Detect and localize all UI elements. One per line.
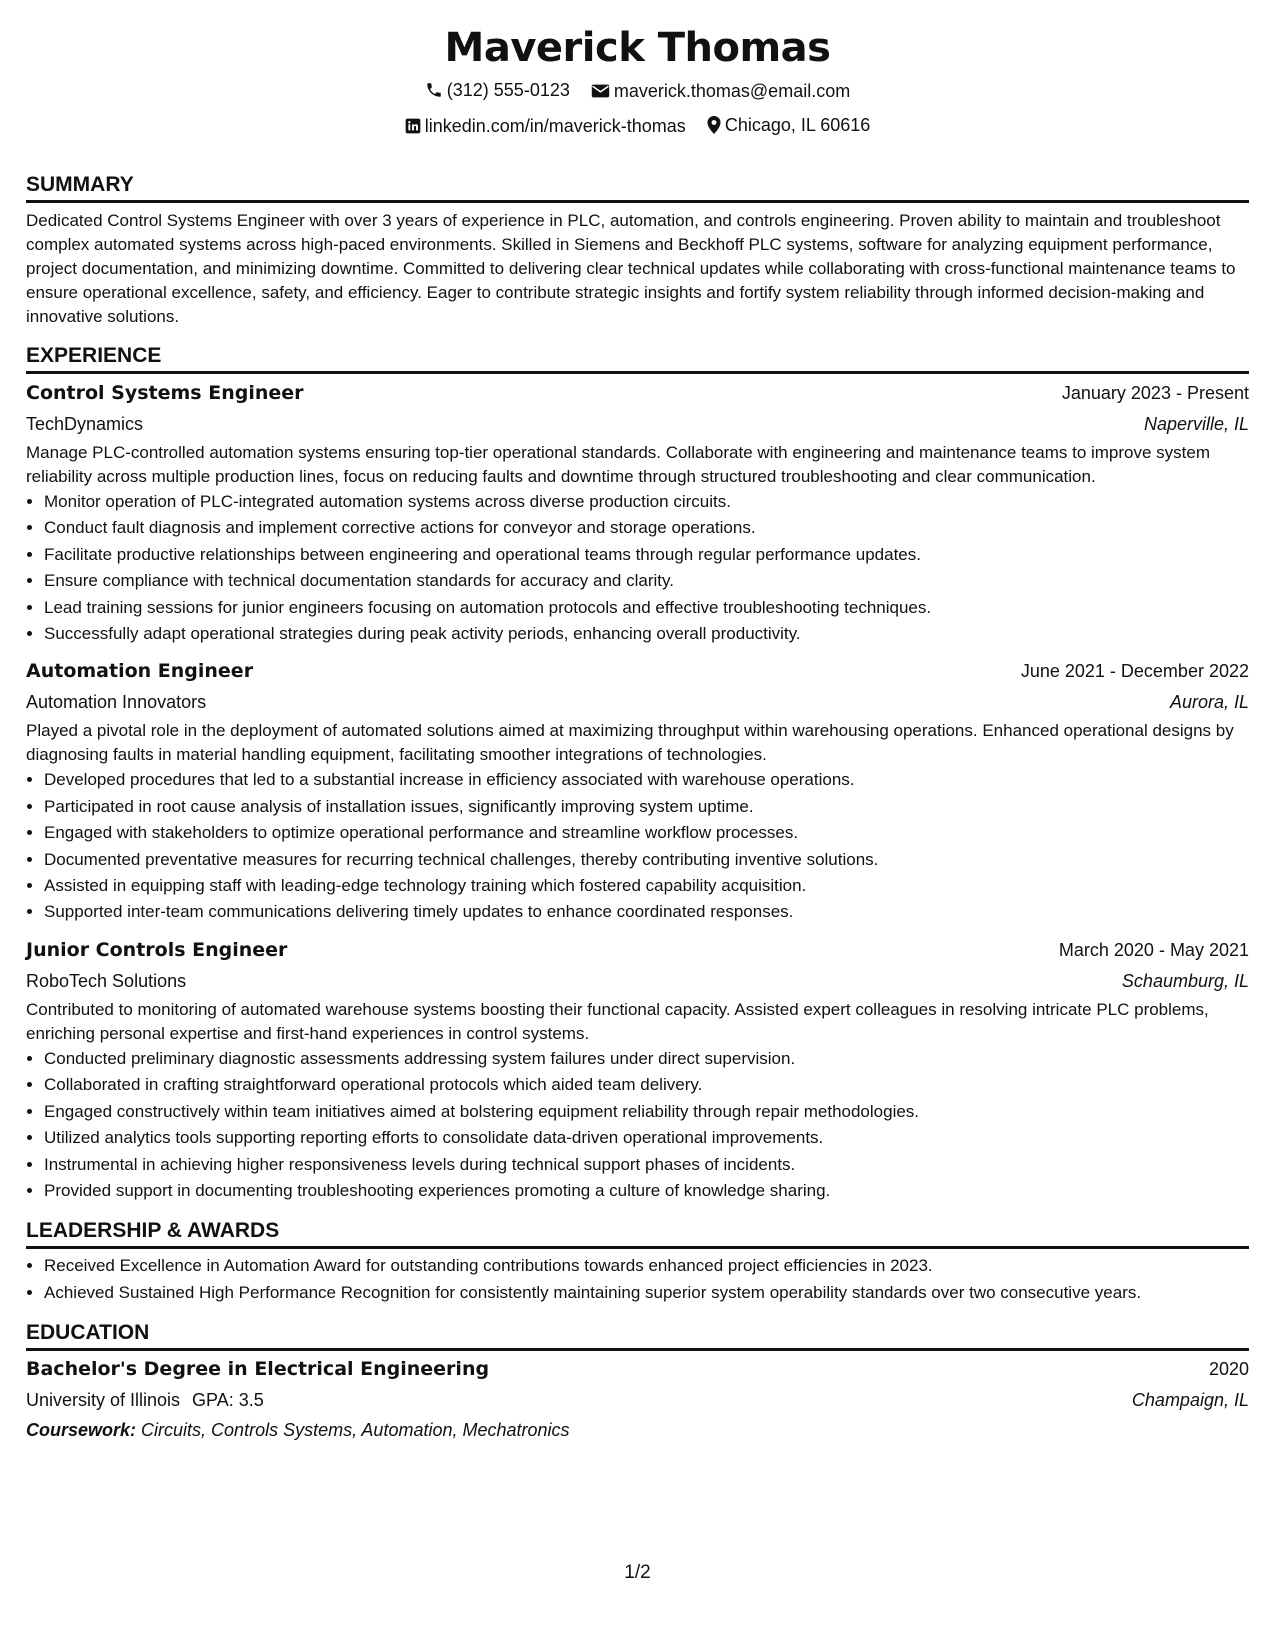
list-item: • Collaborated in crafting straightforward operational protocols which aided team delivery.	[44, 1072, 1249, 1098]
list-item: • Utilized analytics tools supporting reporting efforts to consolidate data-driven operational improvements.	[44, 1125, 1249, 1151]
phone-contact	[425, 74, 570, 106]
job-title: Junior Controls Engineer	[26, 938, 288, 961]
linkedin-icon	[405, 118, 421, 134]
resume-header	[26, 0, 1249, 144]
company-name: RoboTech Solutions	[26, 970, 187, 991]
job-company-row	[26, 966, 1249, 996]
graduation-year: 2020	[1208, 1359, 1249, 1380]
gpa: GPA: 3.5	[192, 1390, 264, 1411]
job-company-row	[26, 687, 1249, 717]
degree-name: Bachelor's Degree in Electrical Engineering	[26, 1358, 490, 1381]
summary-text: Dedicated Control Systems Engineer with over 3 years of experience in PLC, automation, and controls engineering. Proven ability to maintain and troubleshoot complex automated systems across high-paced environments. Skilled in Siemens and Beckhoff PLC systems, software for analyzing equipment performance, project documentation, and minimizing downtime. Committed to delivering clear technical updates while collaborating with cross-functional maintenance teams to ensure operational excellence, safety, and efficiency. Eager to contribute strategic insights and fortify system reliability through informed decision-making and innovative solutions.	[26, 211, 1236, 326]
job-bullets	[26, 767, 1249, 925]
job-entry	[26, 377, 1249, 647]
job-bullets	[26, 489, 1249, 647]
school-info	[26, 1385, 264, 1415]
job-location: Aurora, IL	[1169, 692, 1249, 713]
list-item: • Conducted preliminary diagnostic assessments addressing system failures under direct supervision.	[44, 1046, 1249, 1072]
section-title-education: EDUCATION	[26, 1318, 1249, 1351]
school-row	[26, 1385, 1249, 1415]
list-item: • Engaged constructively within team initiatives aimed at bolstering equipment reliability through repair methodologies.	[44, 1099, 1249, 1125]
contact-line-2	[26, 109, 1249, 144]
envelope-icon	[591, 83, 610, 99]
email-contact[interactable]	[591, 75, 850, 107]
school-name: University of Illinois	[26, 1390, 181, 1411]
school-location: Champaign, IL	[1131, 1390, 1249, 1411]
list-item: • Assisted in equipping staff with leading-edge technology training which fostered capability acquisition.	[44, 873, 1249, 899]
linkedin-url[interactable]: linkedin.com/in/maverick-thomas	[424, 116, 686, 136]
list-item: • Engaged with stakeholders to optimize operational performance and streamline workflow processes.	[44, 820, 1249, 846]
section-title-summary: SUMMARY	[26, 170, 1249, 203]
job-company-row	[26, 409, 1249, 439]
page-number: 1/2	[624, 1562, 651, 1583]
section-title-experience: EXPERIENCE	[26, 341, 1249, 374]
job-description: Contributed to monitoring of automated warehouse systems boosting their functional capacity. Assisted expert colleagues in resolving intricate PLC problems, enriching personal expertise and first-hand experiences in control systems.	[26, 999, 1209, 1043]
awards-section	[26, 1216, 1249, 1306]
phone-number: (312) 555-0123	[446, 80, 570, 100]
company-name: Automation Innovators	[26, 692, 207, 713]
resume-page	[26, 0, 1249, 1445]
job-location: Naperville, IL	[1143, 414, 1249, 434]
list-item: • Supported inter-team communications delivering timely updates to enhance coordinated responses.	[44, 899, 1249, 925]
list-item: • Received Excellence in Automation Award for outstanding contributions towards enhanced project efficiencies in 2023.	[44, 1253, 1249, 1279]
job-header-row	[26, 377, 1249, 409]
job-dates: January 2023 - Present	[1061, 383, 1249, 403]
coursework-list: Circuits, Controls Systems, Automation, Mechatronics	[141, 1420, 570, 1441]
company-name: TechDynamics	[26, 414, 144, 434]
degree-row	[26, 1353, 1249, 1385]
list-item: • Provided support in documenting troubleshooting experiences promoting a culture of knowledge sharing.	[44, 1178, 1249, 1204]
home-location: Chicago, IL 60616	[724, 115, 871, 135]
job-title: Control Systems Engineer	[26, 382, 304, 404]
experience-section	[26, 341, 1249, 1204]
list-item: • Lead training sessions for junior engineers focusing on automation protocols and effective troubleshooting techniques.	[44, 595, 1249, 621]
coursework	[26, 1415, 1249, 1445]
list-item: • Achieved Sustained High Performance Recognition for consistently maintaining superior system operability standards over two consecutive years.	[44, 1280, 1249, 1306]
job-bullets	[26, 1046, 1249, 1204]
list-item: • Ensure compliance with technical documentation standards for accuracy and clarity.	[44, 568, 1249, 594]
list-item: • Participated in root cause analysis of installation issues, significantly improving system uptime.	[44, 794, 1249, 820]
map-pin-icon	[707, 116, 721, 134]
job-dates: June 2021 - December 2022	[1020, 661, 1249, 682]
summary-section	[26, 170, 1249, 329]
education-section	[26, 1318, 1249, 1445]
job-dates: March 2020 - May 2021	[1058, 939, 1249, 960]
list-item: • Instrumental in achieving higher responsiveness levels during technical support phases of incidents.	[44, 1152, 1249, 1178]
list-item: • Conduct fault diagnosis and implement corrective actions for conveyor and storage operations.	[44, 515, 1249, 541]
coursework-label: Coursework:	[26, 1420, 137, 1441]
job-title: Automation Engineer	[26, 660, 254, 683]
list-item: • Successfully adapt operational strategies during peak activity periods, enhancing overall productivity.	[44, 621, 1249, 647]
contact-line-1	[26, 74, 1249, 109]
job-entry	[26, 655, 1249, 925]
location-contact	[707, 109, 870, 141]
job-location: Schaumburg, IL	[1121, 970, 1249, 991]
candidate-name: Maverick Thomas	[444, 25, 831, 71]
email-address[interactable]: maverick.thomas@email.com	[613, 81, 851, 101]
awards-bullets	[26, 1253, 1249, 1306]
job-header-row	[26, 934, 1249, 966]
job-description: Played a pivotal role in the deployment of automated solutions aimed at maximizing throughput within warehousing operations. Enhanced operational designs by diagnosing faults in material handling equipment, facilitating smoother integrations of technologies.	[26, 721, 1234, 765]
list-item: • Documented preventative measures for recurring technical challenges, thereby contributing inventive solutions.	[44, 847, 1249, 873]
linkedin-contact[interactable]	[405, 110, 686, 142]
job-header-row	[26, 655, 1249, 687]
job-description: Manage PLC-controlled automation systems ensuring top-tier operational standards. Collaborate with engineering and maintenance teams to improve system reliability across multiple production lines, focus on reducing faults and downtime through structured troubleshooting and clear communication.	[26, 443, 1211, 486]
section-title-awards: LEADERSHIP & AWARDS	[26, 1216, 1249, 1249]
list-item: • Developed procedures that led to a substantial increase in efficiency associated with warehouse operations.	[44, 767, 1249, 793]
phone-icon	[425, 81, 443, 99]
list-item: • Facilitate productive relationships between engineering and operational teams through regular performance updates.	[44, 542, 1249, 568]
job-entry	[26, 934, 1249, 1204]
list-item: • Monitor operation of PLC-integrated automation systems across diverse production circuits.	[44, 489, 1249, 515]
